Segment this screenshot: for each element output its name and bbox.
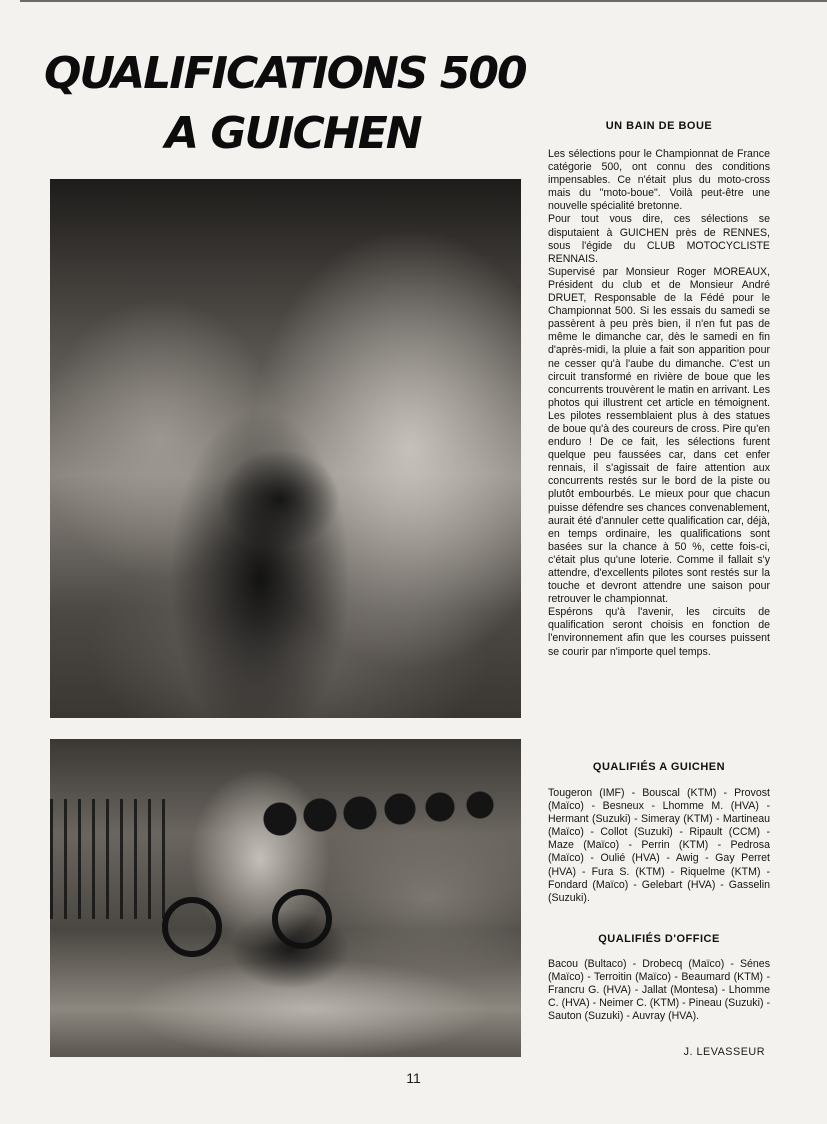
- qualified-guichen-text: Tougeron (IMF) - Bouscal (KTM) - Provost (Maïco) - Besneux - Lhomme M. (HVA) - Hermant (Suzuki) - Simeray (KTM) - Martineau (Maïco) - Collot (Suzuki) - Ripault (CCM) - Maze (Maïco) - Perrin (KTM) - Pedrosa (Maïco) - Oulié (HVA) - Awig - Gay Perret (HVA) - Fura S. (KTM) - Riquelme (KTM) - Fondard (Maïco) - Gelebart (HVA) - Gasselin (Suzuki).: [548, 787, 770, 904]
- qualified-office-heading: QUALIFIÉS D'OFFICE: [598, 933, 720, 945]
- rider-in-mud-photo: [50, 739, 521, 1057]
- article-body: [548, 148, 770, 659]
- qualified-office-list: [548, 958, 770, 1023]
- mud-splash-photo: [50, 179, 521, 718]
- fence-shape: [50, 799, 170, 919]
- article-paragraph: Pour tout vous dire, ces sélections se disputaient à GUICHEN près de RENNES, sous l'égide du CLUB MOTOCYCLISTE RENNAIS.: [548, 213, 770, 265]
- top-rule: [20, 0, 827, 2]
- headline-line-1: QUALIFICATIONS 500: [44, 48, 526, 99]
- rear-wheel-shape: [162, 897, 222, 957]
- article-heading: UN BAIN DE BOUE: [605, 120, 713, 132]
- qualified-guichen-heading: QUALIFIÉS A GUICHEN: [592, 761, 726, 773]
- author-byline: J. LEVASSEUR: [683, 1046, 765, 1058]
- qualified-office-text: Bacou (Bultaco) - Drobecq (Maïco) - Sénes (Maïco) - Terroitin (Maïco) - Beaumard (KTM) - Francru G. (HVA) - Jallat (Montesa) - Lhomme C. (HVA) - Neimer C. (KTM) - Pineau (Suzuki) - Sauton (Suzuki) - Auvray (HVA).: [548, 958, 770, 1023]
- headline-line-2: A GUICHEN: [165, 108, 421, 159]
- article-paragraph: Supervisé par Monsieur Roger MOREAUX, Président du club et de Monsieur André DRUET, Responsable de la Fédé pour le Championnat 500. Si les essais du samedi se passèrent à peu près bien, il n'en fut pas de même le dimanche car, dès le samedi en fin d'après-midi, la pluie a fait son apparition pour ne cesser qu'à l'aube du dimanche. C'est un circuit transformé en rivière de boue que les concurrents trouvèrent le matin en arrivant. Les photos qui illustrent cet article en témoignent. Les pilotes ressemblaient plus à des statues de boue qu'à des coureurs de cross. Pire qu'en enduro ! De ce fait, les sélections furent quelque peu faussées car, dans cet enfer rennais, il s'agissait de faire attention aux concurrents restés sur le bord de la piste ou plutôt embourbés. Le mieux pour que chacun puisse défendre ses chances convenablement, aurait été d'annuler cette qualification car, déjà, en temps ordinaire, les qualifications sont basées sur la chance à 50 %, cette fois-ci, c'était plus qu'une loterie. Comme il fallait s'y attendre, d'excellents pilotes sont restés sur la touche et devront attendre une saison pour retrouver le championnat.: [548, 265, 770, 606]
- article-paragraph: Les sélections pour le Championnat de France catégorie 500, ont connu des conditions impensables. Ce n'était plus du moto-cross mais du "moto-boue". Voilà peut-être une nouvelle spécialité bretonne.: [548, 148, 770, 213]
- page-number: 11: [406, 1070, 421, 1086]
- tyre-barrier-shape: [250, 779, 520, 849]
- qualified-guichen-list: [548, 787, 770, 905]
- article-paragraph: Espérons qu'à l'avenir, les circuits de qualification seront choisis en fonction de l'environnement afin que les courses puissent se courir par n'importe quel temps.: [548, 606, 770, 658]
- front-wheel-shape: [272, 889, 332, 949]
